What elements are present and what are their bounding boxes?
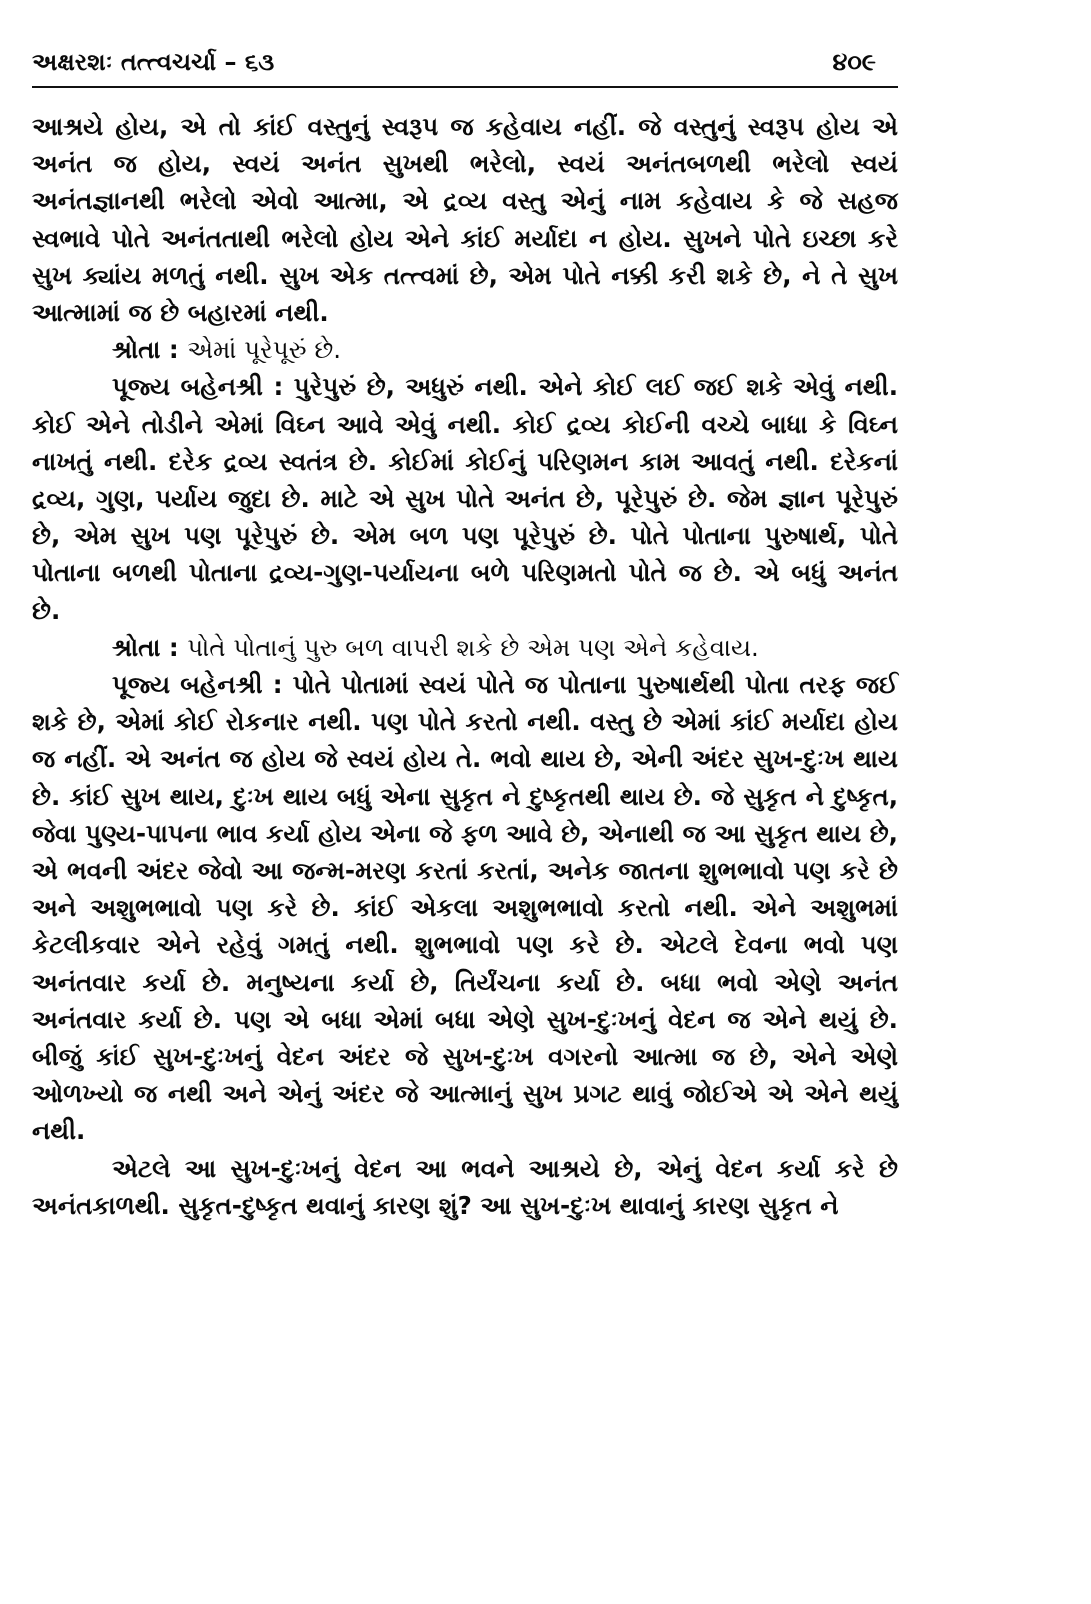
dialogue-listener: [32, 629, 898, 666]
book-page: [32, 38, 898, 1224]
speaker-label: શ્રોતા :: [112, 335, 179, 365]
paragraph: [32, 1150, 898, 1224]
dialogue-bahenshri: [32, 368, 898, 628]
paragraph-text: એટલે આ સુખ-દુઃખનું વેદન આ ભવને આશ્રયે છે, એનું વેદન કર્યા કરે છે અનંતકાળથી. સુકૃત-દુષ્કૃત થવાનું કારણ શું? આ સુખ-દુઃખ થાવાનું કારણ સુકૃત ને: [32, 1153, 898, 1220]
listener-text: એમાં પૂરેપૂરું છે.: [187, 335, 342, 365]
listener-text: પોતે પોતાનું પુરુ બળ વાપરી શકે છે એમ પણ એને કહેવાય.: [187, 632, 759, 662]
running-title: અક્ષરશઃ તત્ત્વચર્ચા – ૬૩: [32, 48, 275, 76]
dialogue-bahenshri: [32, 666, 898, 1150]
bahenshri-text: પુરેપુરું છે, અધુરું નથી. એને કોઈ લઈ જઈ શકે એવું નથી. કોઈ એને તોડીને એમાં વિઘ્ન આવે એવું નથી. કોઈ દ્રવ્ય કોઈની વચ્ચે બાધા કે વિઘ્ન નાખતું નથી. દરેક દ્રવ્ય સ્વતંત્ર છે. કોઈમાં કોઈનું પરિણમન કામ આવતું નથી. દરેકનાં દ્રવ્ય, ગુણ, પર્યાય જુદા છે. માટે એ સુખ પોતે અનંત છે, પૂરેપુરું છે. જેમ જ્ઞાન પૂરેપુરું છે, એમ સુખ પણ પૂરેપુરું છે. એમ બળ પણ પૂરેપુરું છે. પોતે પોતાના પુરુષાર્થ, પોતે પોતાના બળથી પોતાના દ્રવ્ય-ગુણ-પર્યાયના બળે પરિણમતો પોતે જ છે. એ બધું અનંત છે.: [32, 372, 898, 625]
speaker-label: પૂજ્ય બહેનશ્રી :: [112, 670, 283, 700]
paragraph-continued: [32, 108, 898, 331]
page-header: [32, 38, 898, 88]
body-text: [32, 108, 898, 1224]
page-number: ૪૦૯: [832, 48, 876, 76]
bahenshri-text: પોતે પોતામાં સ્વયં પોતે જ પોતાના પુરુષાર્થથી પોતા તરફ જઈ શકે છે, એમાં કોઈ રોકનાર નથી. પણ પોતે કરતો નથી. વસ્તુ છે એમાં કાંઈ મર્યાદા હોય જ નહીં. એ અનંત જ હોય જે સ્વયં હોય તે. ભવો થાય છે, એની અંદર સુખ-દુઃખ થાય છે. કાંઈ સુખ થાય, દુઃખ થાય બધું એના સુકૃત ને દુષ્કૃતથી થાય છે. જે સુકૃત ને દુષ્કૃત, જેવા પુણ્ય-પાપના ભાવ કર્યા હોય એના જે ફળ આવે છે, એનાથી જ આ સુકૃત થાય છે, એ ભવની અંદર જેવો આ જન્મ-મરણ કરતાં કરતાં, અનેક જાતના શુભભાવો પણ કરે છે અને અશુભભાવો પણ કરે છે. કાંઈ એકલા અશુભભાવો કરતો નથી. એને અશુભમાં કેટલીકવાર એને રહેવું ગમતું નથી. શુભભાવો પણ કરે છે. એટલે દેવના ભવો પણ અનંતવાર કર્યા છે. મનુષ્યના કર્યા છે, તિર્યંચના કર્યા છે. બધા ભવો એણે અનંત અનંતવાર કર્યા છે. પણ એ બધા એમાં બધા એણે સુખ-દુઃખનું વેદન જ એને થયું છે. બીજું કાંઈ સુખ-દુઃખનું વેદન અંદર જે સુખ-દુઃખ વગરનો આત્મા જ છે, એને એણે ઓળખ્યો જ નથી અને એનું અંદર જે આત્માનું સુખ પ્રગટ થાવું જોઈએ એ એને થયું નથી.: [32, 670, 898, 1146]
dialogue-listener: [32, 331, 898, 368]
speaker-label: શ્રોતા :: [112, 632, 179, 662]
speaker-label: પૂજ્ય બહેનશ્રી :: [112, 372, 284, 402]
paragraph-text: આશ્રયે હોય, એ તો કાંઈ વસ્તુનું સ્વરૂપ જ કહેવાય નહીં. જે વસ્તુનું સ્વરૂપ હોય એ અનંત જ હોય, સ્વયં અનંત સુખથી ભરેલો, સ્વયં અનંતબળથી ભરેલો સ્વયં અનંતજ્ઞાનથી ભરેલો એવો આત્મા, એ દ્રવ્ય વસ્તુ એનું નામ કહેવાય કે જે સહજ સ્વભાવે પોતે અનંતતાથી ભરેલો હોય એને કાંઈ મર્યાદા ન હોય. સુખને પોતે ઇચ્છા કરે સુખ ક્યાંય મળતું નથી. સુખ એક તત્ત્વમાં છે, એમ પોતે નક્કી કરી શકે છે, ને તે સુખ આત્મામાં જ છે બહારમાં નથી.: [32, 112, 898, 328]
